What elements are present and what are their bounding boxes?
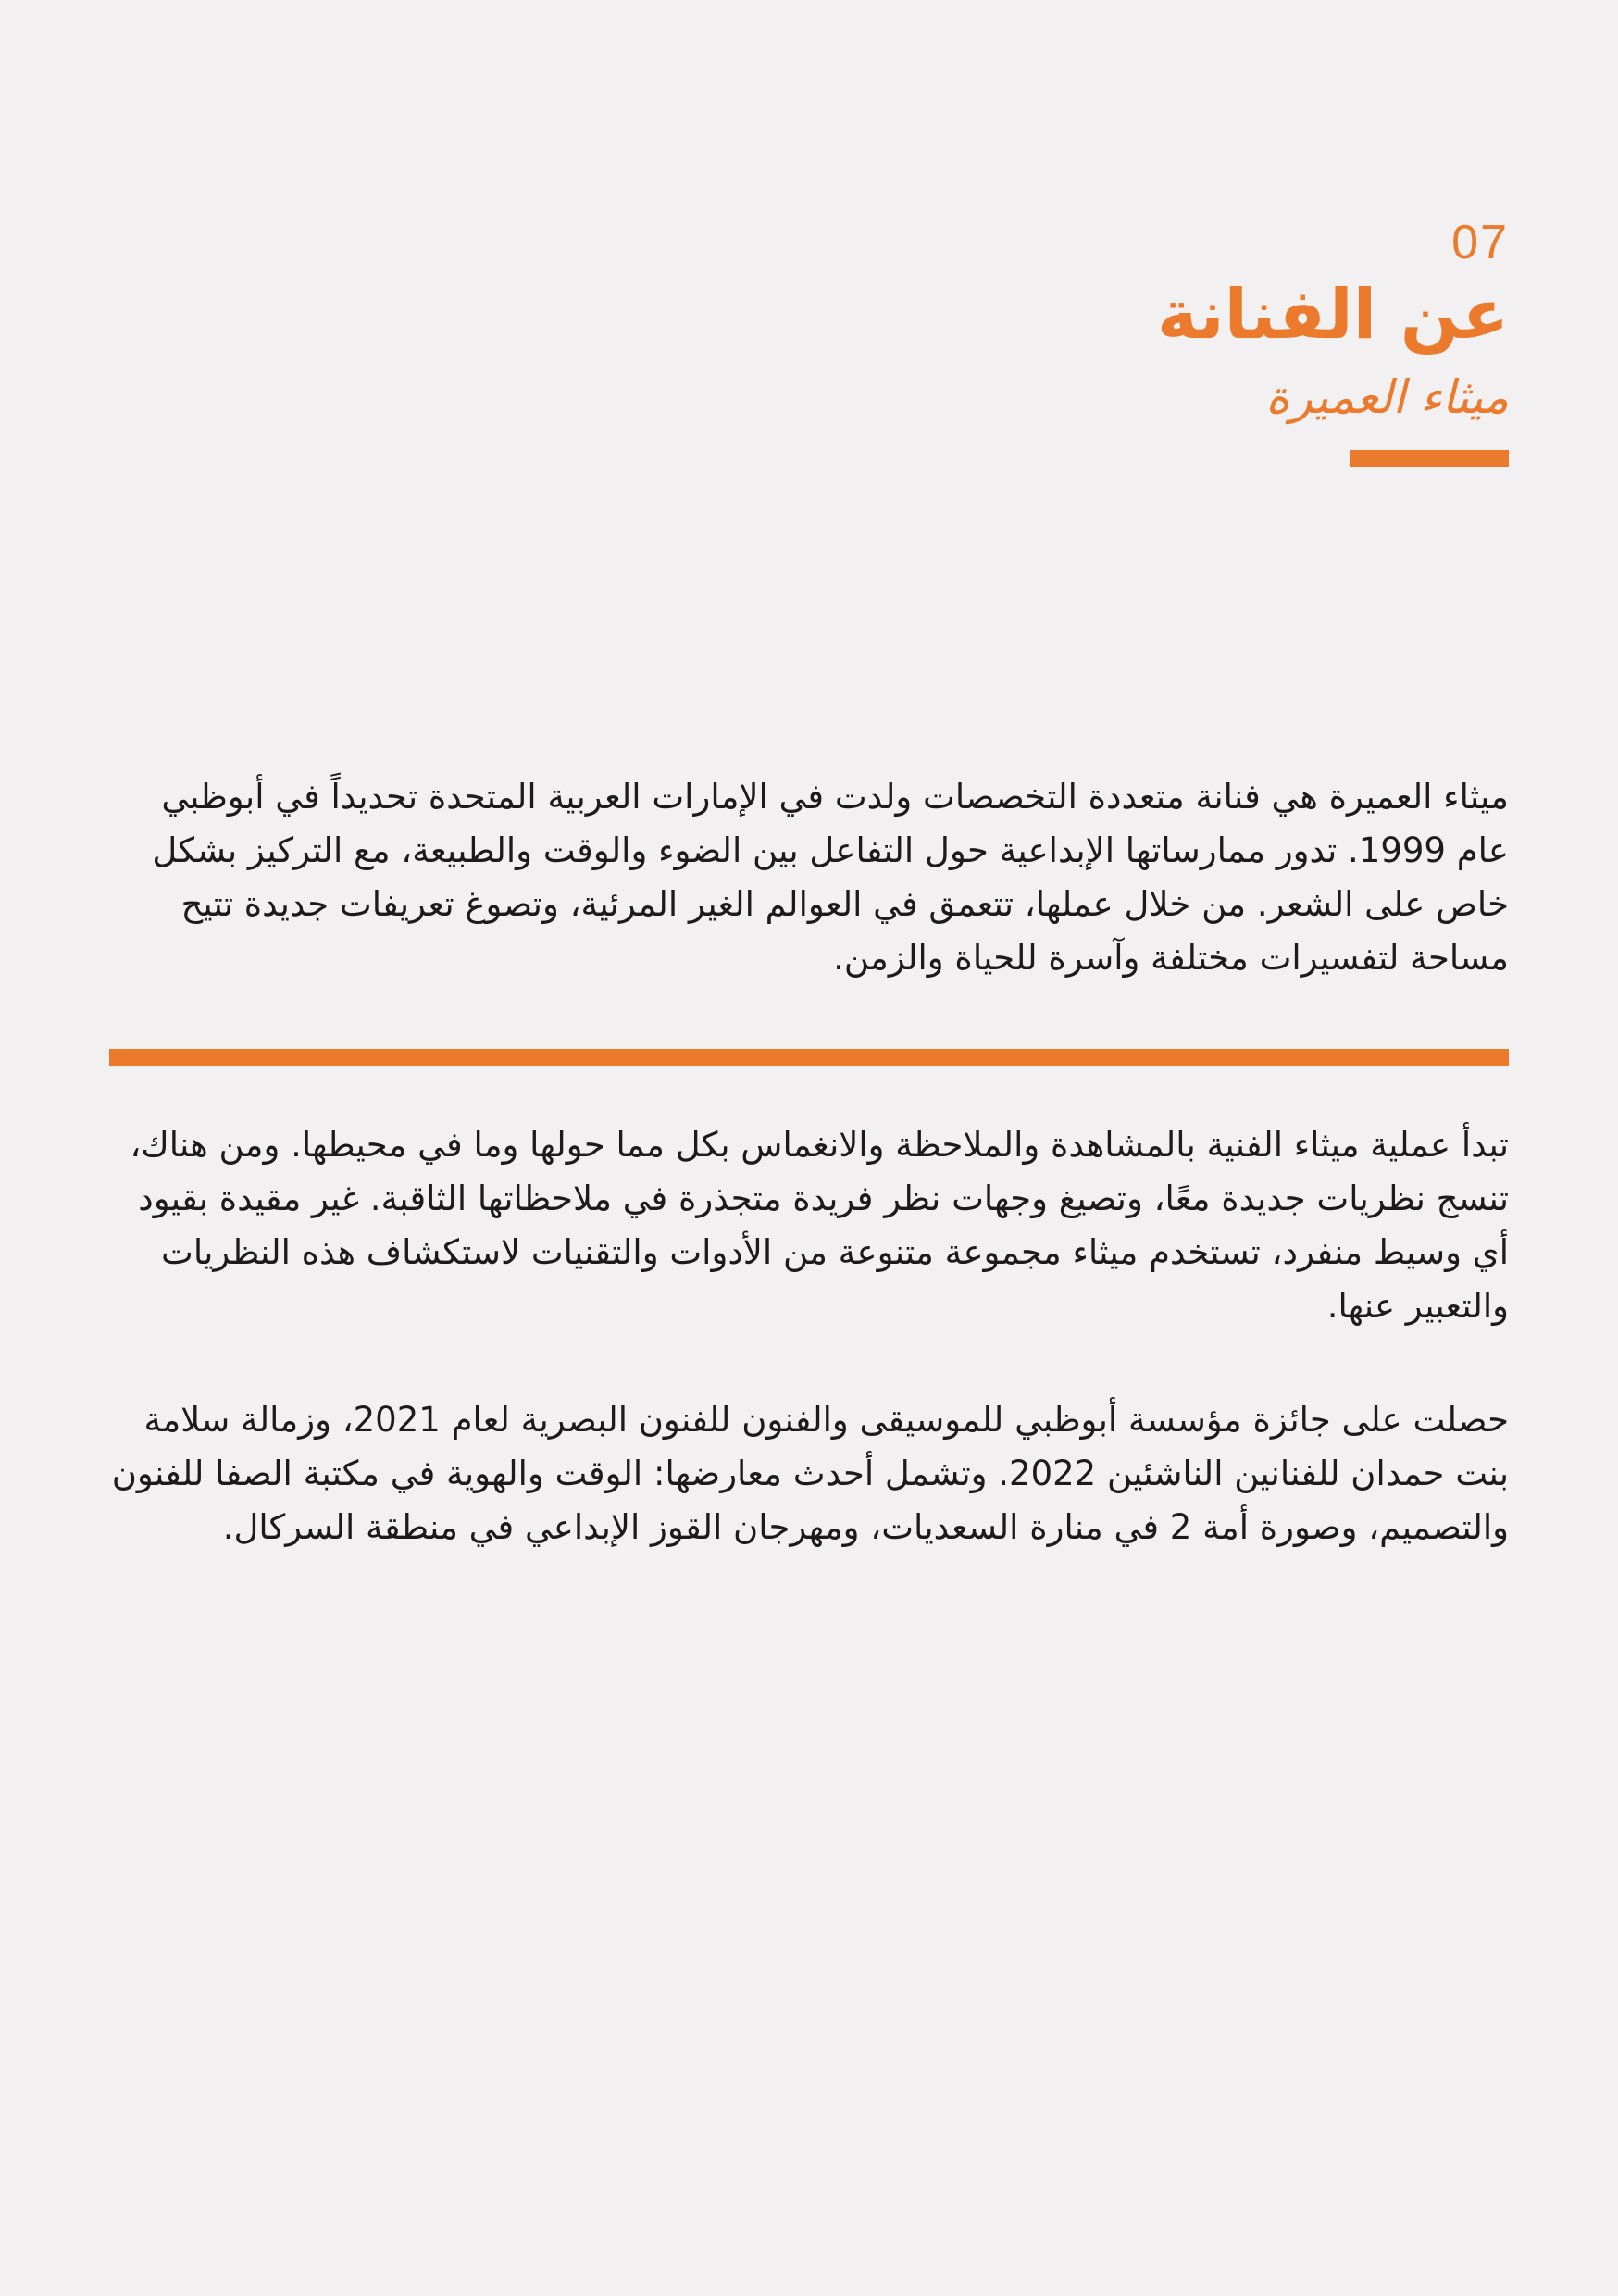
section-divider [109, 1049, 1509, 1066]
title-underline-bar [1350, 450, 1509, 467]
artist-name-subtitle: ميثاء العميرة [1265, 370, 1509, 424]
section-title: عن الفنانة [1157, 275, 1509, 355]
awards-paragraph: حصلت على جائزة مؤسسة أبوظبي للموسيقى والفنون للفنون البصرية لعام 2021، وزمالة سلامة بنت حمدان للفنانين الناشئين 2022. وتشمل أحدث معارضها: الوقت والهوية في مكتبة الصفا للفنون والتصميم، وصورة أمة 2 في منارة السعديات، ومهرجان القوز الإبداعي في منطقة السركال. [111, 1400, 1509, 1547]
intro-paragraph: ميثاء العميرة هي فنانة متعددة التخصصات ولدت في الإمارات العربية المتحدة تحديداً في أبوظبي عام 1999. تدور ممارساتها الإبداعية حول التفاعل بين الضوء والوقت والطبيعة، مع التركيز بشكل خاص على الشعر. من خلال عملها، تتعمق في العوالم الغير المرئية، وتصوغ تعريفات جديدة تتيح مساحة لتفسيرات مختلفة وآسرة للحياة والزمن. [152, 777, 1509, 978]
process-paragraph: تبدأ عملية ميثاء الفنية بالمشاهدة والملاحظة والانغماس بكل مما حولها وما في محيطها. ومن هناك، تنسج نظريات جديدة معًا، وتصيغ وجهات نظر فريدة متجذرة في ملاحظاتها الثاقبة. غير مقيدة بقيود أي وسيط منفرد، تستخدم ميثاء مجموعة متنوعة من الأدوات والتقنيات لاستكشاف هذه النظريات والتعبير عنها. [130, 1125, 1509, 1326]
page-number: 07 [1451, 216, 1509, 269]
